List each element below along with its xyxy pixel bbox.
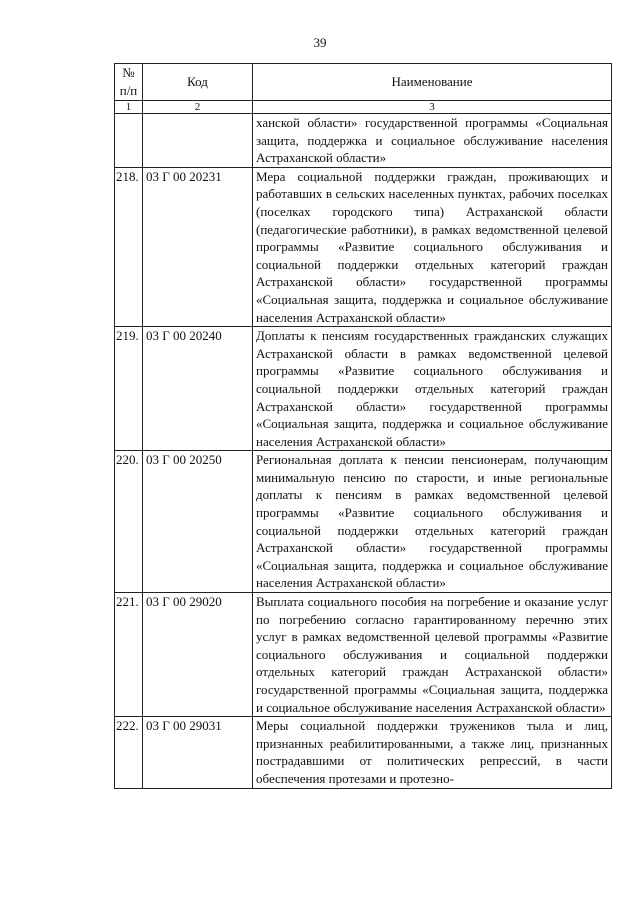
row-num bbox=[115, 114, 143, 168]
row-code: 03 Г 00 29031 bbox=[143, 717, 253, 788]
row-code: 03 Г 00 20250 bbox=[143, 451, 253, 593]
table-row bbox=[115, 451, 612, 593]
row-text: Выплата социального пособия на погребение и оказание услуг по погребению согласно гарантированному перечню этих услуг в рамках ведомственной целевой программы «Развитие социального обслуживания и социальной поддержки отдельных категорий граждан Астраханской области» государственной программы «Социальная защита, поддержка и социальное обслуживание населения Астраханской области» bbox=[253, 593, 612, 717]
row-text: Мера социальной поддержки граждан, проживающих и работавших в сельских населенных пунктах, рабочих поселках (поселках городского типа) Астраханской области (педагогические работники), в рамках ведомственной целевой программы «Развитие социального обслуживания и социальной поддержки отдельных категорий граждан Астраханской области» государственной программы «Социальная защита, поддержка и социальное обслуживание населения Астраханской области» bbox=[253, 167, 612, 326]
row-num: 219. bbox=[115, 327, 143, 451]
table-row bbox=[115, 114, 612, 168]
row-code: 03 Г 00 20231 bbox=[143, 167, 253, 326]
table-header-row bbox=[115, 64, 612, 101]
row-text-continuation: ханской области» государственной программы «Социальная защита, поддержка и социальное обслуживание населения Астраханской области» bbox=[253, 114, 612, 168]
column-number: 2 bbox=[143, 101, 253, 114]
row-num: 218. bbox=[115, 167, 143, 326]
row-text: Региональная доплата к пенсии пенсионерам, получающим минимальную пенсию по старости, и иные региональные доплаты к пенсиям в рамках ведомственной целевой программы «Развитие социального обслуживания и социальной поддержки отдельных категорий граждан Астраханской области» государственной программы «Социальная защита, поддержка и социальное обслуживание населения Астраханской области» bbox=[253, 451, 612, 593]
column-number: 3 bbox=[253, 101, 612, 114]
row-code: 03 Г 00 29020 bbox=[143, 593, 253, 717]
column-number-row bbox=[115, 101, 612, 114]
header-name: Наименование bbox=[253, 64, 612, 101]
row-num: 220. bbox=[115, 451, 143, 593]
row-code: 03 Г 00 20240 bbox=[143, 327, 253, 451]
budget-code-table bbox=[114, 63, 612, 789]
row-num: 222. bbox=[115, 717, 143, 788]
header-num: № п/п bbox=[115, 64, 143, 101]
table-row bbox=[115, 593, 612, 717]
row-text: Меры социальной поддержки тружеников тыла и лиц, признанных реабилитированными, а также лиц, признанных пострадавшими от политических репрессий, в части обеспечения протезами и протезно- bbox=[253, 717, 612, 788]
table-row bbox=[115, 717, 612, 788]
row-text: Доплаты к пенсиям государственных гражданских служащих Астраханской области в рамках ведомственной целевой программы «Развитие социального обслуживания и социальной поддержки отдельных категорий граждан Астраханской области» государственной программы «Социальная защита, поддержка и социальное обслуживание населения Астраханской области» bbox=[253, 327, 612, 451]
header-code: Код bbox=[143, 64, 253, 101]
table-row bbox=[115, 327, 612, 451]
row-code bbox=[143, 114, 253, 168]
table-row bbox=[115, 167, 612, 326]
page-number: 39 bbox=[313, 35, 327, 50]
row-num: 221. bbox=[115, 593, 143, 717]
column-number: 1 bbox=[115, 101, 143, 114]
